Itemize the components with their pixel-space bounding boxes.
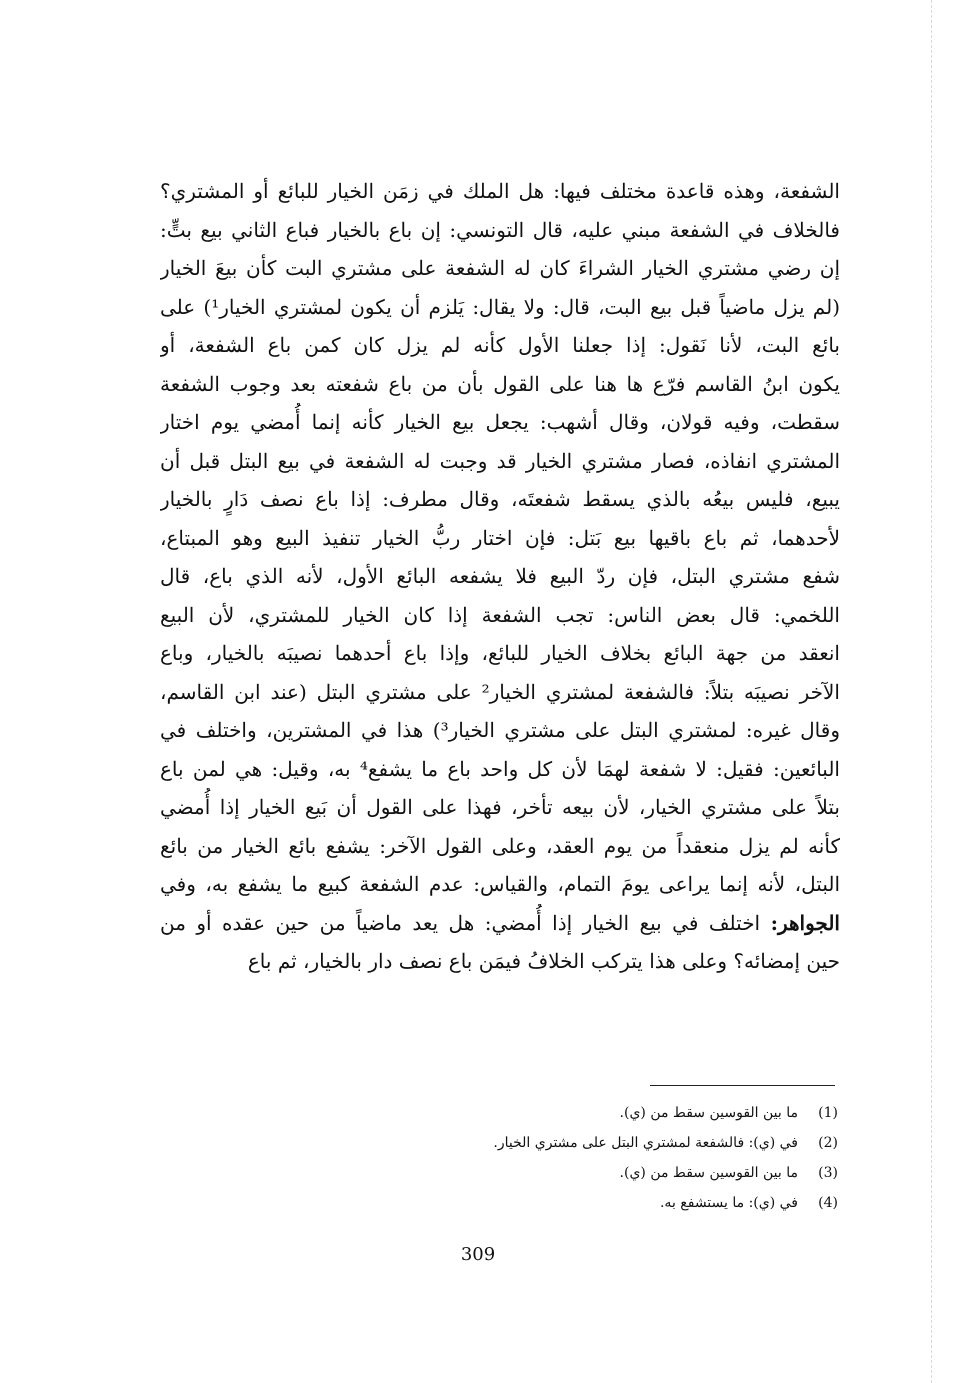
main-text-block — [160, 172, 840, 981]
text-line: اللخمي: قال بعض الناس: تجب الشفعة إذا كان الخيار للمشتري، لأن البيع — [160, 602, 840, 627]
footnote — [300, 1158, 838, 1188]
footnote-text: في (ي): فالشفعة لمشتري البتل على مشتري الخيار. — [493, 1135, 798, 1151]
text-line: المشتري انفاذه، فصار مشتري الخيار قد وجبت له الشفعة في بيع البتل قبل أن — [160, 448, 840, 473]
text-line: البائعين: فقيل: لا شفعة لهمَا لأن كل واحد باع ما يشفع⁴ به، وقيل: هي لمن باع — [160, 756, 840, 781]
text-line: بتلاً على مشتري الخيار، لأن بيعه تأخر، فهذا على القول أن بَيع الخيار إذا أُمضي — [160, 795, 840, 819]
footnote-number: (2) — [818, 1135, 838, 1151]
footnote-number: (4) — [818, 1195, 838, 1211]
jawahir-line — [160, 904, 840, 943]
text-line: بائع البت، لأنا نَقول: إذا جعلنا الأول كأنه لم يزل كان كمن باع الشفعة، أو — [160, 333, 840, 357]
text-line: لأحدهما، ثم باع باقيها بيع بَتل: فإن اختار ربُّ الخيار تنفيذ البيع وهو المبتاع، — [160, 525, 840, 550]
text-line: يكون ابنُ القاسم فرّع ها هنا على القول بأن من باع شفعته بعد وجوب الشفعة — [160, 371, 840, 396]
text-line: الشفعة، وهذه قاعدة مختلف فيها: هل الملك في زمَن الخيار للبائع أو المشتري؟ — [160, 179, 840, 203]
jawahir-text: اختلف في بيع الخيار إذا أُمضي: هل يعد ماضياً من حين عقده أو من — [160, 910, 771, 935]
text-line: إن رضي مشتري الخيار الشراءَ كان له الشفعة على مشتري البت كأن بيعَ الخيار — [160, 256, 840, 280]
text-line: شفع مشتري البتل، فإن ردّ البيع فلا يشفعه البائع الأول، لأنه الذي باع، قال — [160, 564, 840, 588]
text-line: الآخر نصيبَه بتلاً: فالشفعة لمشتري الخيار² على مشتري البتل (عند ابن القاسم، — [160, 679, 840, 704]
footnote-number: (3) — [818, 1165, 838, 1181]
page-edge-line — [931, 0, 933, 1383]
jawahir-label: الجواهر: — [770, 910, 840, 935]
text-line-final: حين إمضائه؟ وعلى هذا يتركب الخلافُ فيمَن باع نصف دار بالخيار، ثم باع — [247, 949, 840, 973]
text-line: كأنه لم يزل منعقداً من يوم العقد، وعلى القول الآخر: يشفع بائع الخيار من بائع — [160, 833, 840, 858]
text-line: انعقد من جهة البائع بخلاف الخيار للبائع، وإذا باع أحدهما نصيبَه بالخيار، وباع — [160, 641, 840, 665]
text-line: يبيع، فليس بيعُه بالذي يسقط شفعتَه، وقال مطرف: إذا باع نصف دَارٍ بالخيار — [160, 487, 840, 511]
text-line: سقطت، وفيه قولان، وقال أشهب: يجعل بيع الخيار كأنه إنما أُمضي يوم اختار — [160, 410, 840, 434]
footnote — [300, 1098, 838, 1128]
footnote — [300, 1188, 838, 1218]
text-line: (لم يزل ماضياً قبل بيع البت، قال: ولا يقال: يَلزم أن يكون لمشتري الخيار¹) على — [160, 294, 840, 319]
footnote-text: ما بين القوسين سقط من (ي). — [619, 1165, 798, 1181]
footnote-text: ما بين القوسين سقط من (ي). — [619, 1105, 798, 1121]
footnote-separator — [650, 1085, 835, 1086]
footnote — [300, 1128, 838, 1158]
text-line: البتل، لأنه إنما يراعى يومَ التمام، والقياس: عدم الشفعة كبيع ما يشفع به، وفي — [160, 872, 840, 896]
footnotes — [300, 1098, 838, 1218]
page-number: 309 — [460, 1244, 496, 1265]
text-line: فالخلاف في الشفعة مبني عليه، قال التونسي: إن باع بالخيار فباع الثاني بيع بتٍّ: — [160, 217, 840, 242]
footnote-number: (1) — [818, 1105, 838, 1121]
text-line: وقال غيره: لمشتري البتل على مشتري الخيار³) هذا في المشترين، واختلف في — [160, 718, 840, 742]
footnote-text: في (ي): ما يستشفع به. — [659, 1195, 798, 1211]
